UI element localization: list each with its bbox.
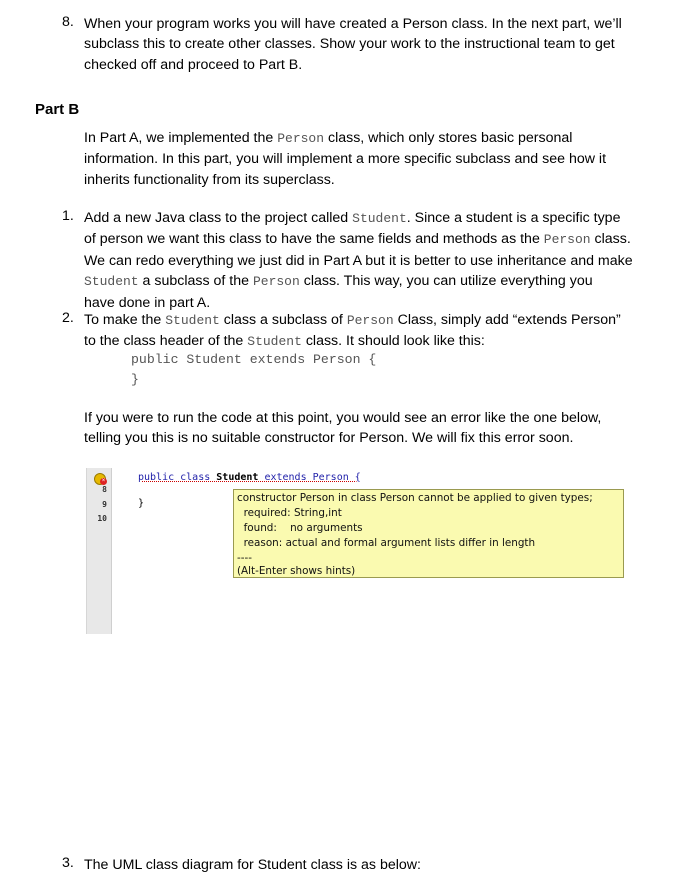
code-snippet-line-2: } [131,372,139,387]
step-3-number: 3. [62,855,74,871]
part-b-intro: In Part A, we implemented the Person class, which only stores basic personal information. In this part, you will implement a more specific subclass and see how it inherits functionality from its superclass. [84,130,607,188]
editor-gutter [86,468,112,634]
step-1-text: Add a new Java class to the project called Student. Since a student is a specific type of person we want this class to have the same fields and methods as the Person class. We can redo everything we just did in Part A but it is better to use inheritance and make Student a subclass of the Person class. This way, you can utilize everything you have done in part A. [84,210,633,311]
error-badge-icon: × [101,478,106,484]
line-number: 9 [102,500,107,509]
step-1-number: 1. [62,208,74,224]
line-number: 8 [102,485,107,494]
step-2-number: 2. [62,310,74,326]
error-tooltip: constructor Person in class Person cannot be applied to given types; required: String,int found: no arguments reason: actual and formal argument lists differ in length ---- (Alt-Enter shows hints) [233,489,624,578]
step-8-text: When your program works you will have created a Person class. In the next part, we’ll subclass this to create other classes. Show your work to the instructional team to get checked off and proceed to Part B. [84,16,622,73]
step-8-number: 8. [62,14,74,30]
line-number: 10 [97,514,107,523]
step-2-text: To make the Student class a subclass of Person Class, simply add “extends Person” to the class header of the Student class. It should look like this: [84,312,621,350]
code-line-class-header: public class Student extends Person { [138,472,361,483]
ide-error-screenshot [86,468,593,636]
code-line-close-brace: } [138,498,145,509]
part-b-heading: Part B [35,101,80,118]
step-3-text: The UML class diagram for Student class is as below: [84,857,421,873]
code-snippet-line-1: public Student extends Person { [131,352,377,367]
error-note: If you were to run the code at this point, you would see an error like the one below, telling you this is no suitable constructor for Person. We will fix this error soon. [84,410,602,447]
